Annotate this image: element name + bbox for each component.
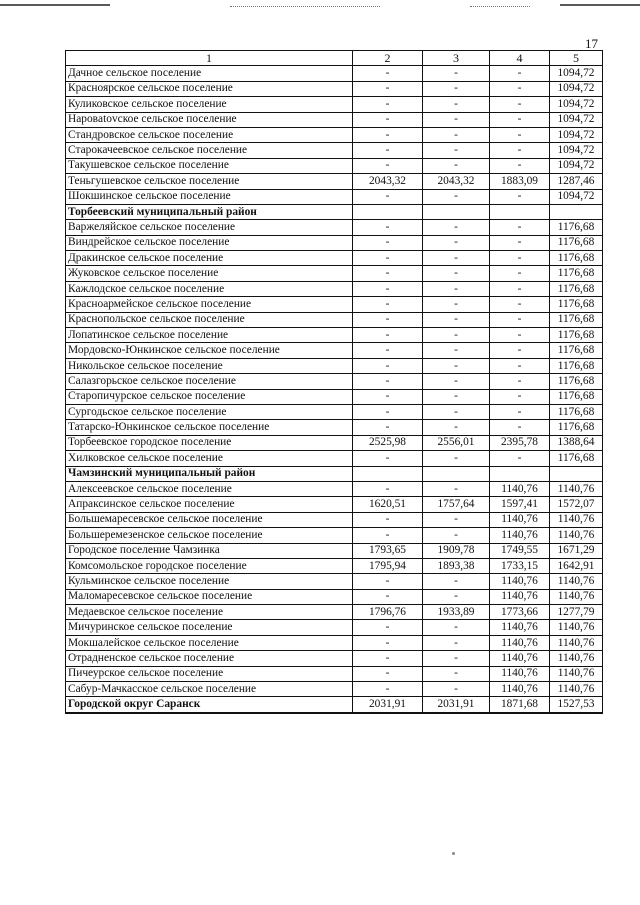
page-number: 17 (585, 36, 598, 51)
table-row (66, 435, 603, 450)
column-2-cell: - (353, 651, 423, 666)
column-4-cell: - (490, 343, 550, 358)
column-4-cell: - (490, 81, 550, 96)
table-row (66, 635, 603, 650)
column-3-cell: 2031,91 (423, 697, 490, 713)
column-4-cell: 1140,76 (490, 589, 550, 604)
column-3-cell: - (423, 481, 490, 496)
data-table (65, 50, 603, 714)
column-2-cell: - (353, 481, 423, 496)
scan-dots-right (470, 6, 530, 8)
settlement-name-cell: Жуковское сельское поселение (66, 266, 353, 281)
column-3-cell: 1909,78 (423, 543, 490, 558)
table-row (66, 281, 603, 296)
column-4-cell: - (490, 297, 550, 312)
table-row (66, 620, 603, 635)
column-2-cell: 1796,76 (353, 605, 423, 620)
settlement-name-cell: Татарско-Юнкинское сельское поселение (66, 420, 353, 435)
column-2-cell: - (353, 528, 423, 543)
table-row (66, 251, 603, 266)
column-2-cell: - (353, 420, 423, 435)
table-row (66, 158, 603, 173)
column-5-cell: 1176,68 (550, 404, 603, 419)
column-4-cell (490, 204, 550, 219)
column-5-cell: 1176,68 (550, 297, 603, 312)
table-row (66, 512, 603, 527)
table-row (66, 605, 603, 620)
column-4-cell: - (490, 220, 550, 235)
column-4-cell: 1140,76 (490, 635, 550, 650)
table-row (66, 528, 603, 543)
table-row (66, 66, 603, 81)
column-3-cell: - (423, 420, 490, 435)
header-row (66, 51, 603, 66)
settlement-name-cell: Медаевское сельское поселение (66, 605, 353, 620)
settlement-name-cell: Стандровское сельское поселение (66, 127, 353, 142)
column-5-cell: 1094,72 (550, 81, 603, 96)
settlement-name-cell: Красноярское сельское поселение (66, 81, 353, 96)
scan-dots-middle (230, 6, 380, 8)
column-4-cell: 1733,15 (490, 558, 550, 573)
column-2-cell: - (353, 682, 423, 697)
table-row (66, 266, 603, 281)
column-2-cell: 2525,98 (353, 435, 423, 450)
column-2-cell: - (353, 235, 423, 250)
column-4-cell: 1773,66 (490, 605, 550, 620)
table-row (66, 404, 603, 419)
table-row (66, 481, 603, 496)
table-row (66, 666, 603, 681)
column-3-cell: 1933,89 (423, 605, 490, 620)
column-3-cell: - (423, 127, 490, 142)
settlement-name-cell: Виндрейское сельское поселение (66, 235, 353, 250)
settlement-name-cell: Шокшинское сельское поселение (66, 189, 353, 204)
column-3-cell: - (423, 589, 490, 604)
column-2-cell: - (353, 620, 423, 635)
column-4-cell: - (490, 281, 550, 296)
column-3-cell: - (423, 574, 490, 589)
table-row (66, 174, 603, 189)
column-2-cell: - (353, 251, 423, 266)
column-4-cell: 1140,76 (490, 666, 550, 681)
settlement-name-cell: Пичеурское сельское поселение (66, 666, 353, 681)
column-4-cell: - (490, 112, 550, 127)
column-5-cell: 1176,68 (550, 420, 603, 435)
column-4-cell: - (490, 189, 550, 204)
column-5-cell: 1140,76 (550, 666, 603, 681)
column-3-cell: - (423, 451, 490, 466)
table-row (66, 312, 603, 327)
column-5-cell: 1140,76 (550, 528, 603, 543)
column-2-cell (353, 466, 423, 481)
column-header: 4 (490, 51, 550, 66)
settlement-name-cell: Старокачеевское сельское поселение (66, 143, 353, 158)
column-3-cell: - (423, 189, 490, 204)
column-4-cell: 1140,76 (490, 682, 550, 697)
column-2-cell: - (353, 343, 423, 358)
column-5-cell: 1176,68 (550, 235, 603, 250)
column-5-cell: 1140,76 (550, 512, 603, 527)
column-2-cell: - (353, 266, 423, 281)
column-5-cell: 1140,76 (550, 682, 603, 697)
settlement-name-cell: Сургодьское сельское поселение (66, 404, 353, 419)
column-2-cell: - (353, 451, 423, 466)
settlement-name-cell: Торбеевское городское поселение (66, 435, 353, 450)
settlement-name-cell: Апраксинское сельское поселение (66, 497, 353, 512)
column-4-cell: - (490, 389, 550, 404)
column-3-cell: - (423, 312, 490, 327)
settlement-name-cell: Салазгорьское сельское поселение (66, 374, 353, 389)
settlement-name-cell: Мордовско-Юнкинское сельское поселение (66, 343, 353, 358)
column-3-cell: - (423, 635, 490, 650)
column-4-cell: 1871,68 (490, 697, 550, 713)
column-5-cell: 1094,72 (550, 112, 603, 127)
table-row (66, 558, 603, 573)
column-5-cell: 1140,76 (550, 481, 603, 496)
column-3-cell: - (423, 143, 490, 158)
settlement-name-cell: Куликовское сельское поселение (66, 97, 353, 112)
settlement-name-cell: Варжеляйское сельское поселение (66, 220, 353, 235)
table-row (66, 374, 603, 389)
column-3-cell: - (423, 81, 490, 96)
column-2-cell: 1795,94 (353, 558, 423, 573)
column-4-cell: - (490, 158, 550, 173)
settlement-name-cell: Мичуринское сельское поселение (66, 620, 353, 635)
column-4-cell: 1749,55 (490, 543, 550, 558)
total-row (66, 697, 603, 713)
column-2-cell (353, 204, 423, 219)
column-2-cell: - (353, 312, 423, 327)
column-2-cell: - (353, 112, 423, 127)
column-5-cell: 1176,68 (550, 358, 603, 373)
column-2-cell: - (353, 97, 423, 112)
settlement-name-cell: Маломаресевское сельское поселение (66, 589, 353, 604)
column-4-cell: - (490, 251, 550, 266)
column-3-cell: - (423, 66, 490, 81)
column-3-cell: - (423, 158, 490, 173)
table-row (66, 112, 603, 127)
column-5-cell: 1671,29 (550, 543, 603, 558)
column-5-cell: 1140,76 (550, 620, 603, 635)
column-5-cell: 1094,72 (550, 189, 603, 204)
column-3-cell: - (423, 620, 490, 635)
table-row (66, 574, 603, 589)
settlement-name-cell: Кульминское сельское поселение (66, 574, 353, 589)
settlement-name-cell: Дачное сельское поселение (66, 66, 353, 81)
settlement-name-cell: Дракинское сельское поселение (66, 251, 353, 266)
column-5-cell: 1388,64 (550, 435, 603, 450)
column-4-cell: - (490, 266, 550, 281)
column-3-cell: - (423, 235, 490, 250)
table-row (66, 328, 603, 343)
column-3-cell: - (423, 666, 490, 681)
scan-streak-left (0, 4, 110, 6)
column-4-cell: - (490, 328, 550, 343)
column-4-cell: - (490, 66, 550, 81)
column-5-cell: 1140,76 (550, 574, 603, 589)
column-5-cell: 1176,68 (550, 312, 603, 327)
table-row (66, 543, 603, 558)
column-3-cell: - (423, 281, 490, 296)
column-5-cell: 1176,68 (550, 374, 603, 389)
table-row (66, 189, 603, 204)
column-2-cell: - (353, 297, 423, 312)
settlement-name-cell: Кажлодское сельское поселение (66, 281, 353, 296)
column-3-cell: - (423, 374, 490, 389)
table-row (66, 420, 603, 435)
column-3-cell: - (423, 682, 490, 697)
table-row (66, 81, 603, 96)
column-4-cell (490, 466, 550, 481)
table-row (66, 451, 603, 466)
settlement-name-cell: Большеремезенское сельское поселение (66, 528, 353, 543)
column-3-cell: - (423, 328, 490, 343)
column-2-cell: - (353, 404, 423, 419)
settlement-name-cell: Чамзинский муниципальный район (66, 466, 353, 481)
column-4-cell: 1140,76 (490, 528, 550, 543)
column-3-cell: 2556,01 (423, 435, 490, 450)
column-3-cell: 1757,64 (423, 497, 490, 512)
column-2-cell: - (353, 220, 423, 235)
column-3-cell: - (423, 651, 490, 666)
settlement-name-cell: Сабур-Мачкасское сельское поселение (66, 682, 353, 697)
settlement-name-cell: Краснопольское сельское поселение (66, 312, 353, 327)
table-row (66, 143, 603, 158)
scan-speck (452, 852, 455, 855)
table-row (66, 127, 603, 142)
group-header-row (66, 466, 603, 481)
column-2-cell: - (353, 358, 423, 373)
settlement-name-cell: Торбеевский муниципальный район (66, 204, 353, 219)
column-3-cell: - (423, 358, 490, 373)
column-3-cell: - (423, 112, 490, 127)
column-5-cell: 1094,72 (550, 127, 603, 142)
column-4-cell: 1140,76 (490, 574, 550, 589)
column-2-cell: - (353, 66, 423, 81)
scan-artifact-top (0, 0, 640, 12)
column-5-cell: 1176,68 (550, 328, 603, 343)
column-header: 5 (550, 51, 603, 66)
table-row (66, 343, 603, 358)
column-3-cell: - (423, 266, 490, 281)
table-row (66, 497, 603, 512)
column-4-cell: - (490, 420, 550, 435)
column-3-cell: - (423, 389, 490, 404)
column-4-cell: - (490, 143, 550, 158)
column-4-cell: - (490, 312, 550, 327)
column-header: 1 (66, 51, 353, 66)
table-body (66, 66, 603, 713)
column-5-cell: 1094,72 (550, 158, 603, 173)
column-3-cell: - (423, 220, 490, 235)
settlement-name-cell: Городской округ Саранск (66, 697, 353, 713)
settlement-name-cell: Отрадненское сельское поселение (66, 651, 353, 666)
column-3-cell: 2043,32 (423, 174, 490, 189)
column-2-cell: 1793,65 (353, 543, 423, 558)
column-4-cell: 2395,78 (490, 435, 550, 450)
column-4-cell: 1883,09 (490, 174, 550, 189)
column-3-cell: - (423, 297, 490, 312)
column-header: 3 (423, 51, 490, 66)
table-row (66, 389, 603, 404)
column-2-cell: - (353, 574, 423, 589)
column-3-cell: - (423, 251, 490, 266)
column-5-cell: 1176,68 (550, 251, 603, 266)
column-5-cell: 1176,68 (550, 266, 603, 281)
column-5-cell: 1287,46 (550, 174, 603, 189)
column-5-cell: 1176,68 (550, 343, 603, 358)
column-5-cell: 1140,76 (550, 635, 603, 650)
column-3-cell (423, 204, 490, 219)
table-row (66, 651, 603, 666)
column-5-cell: 1094,72 (550, 66, 603, 81)
column-header: 2 (353, 51, 423, 66)
column-5-cell: 1527,53 (550, 697, 603, 713)
settlement-name-cell: Мокшалейское сельское поселение (66, 635, 353, 650)
column-5-cell: 1642,91 (550, 558, 603, 573)
column-5-cell: 1277,79 (550, 605, 603, 620)
column-2-cell: - (353, 635, 423, 650)
column-5-cell: 1572,07 (550, 497, 603, 512)
column-4-cell: - (490, 127, 550, 142)
settlement-name-cell: Лопатинское сельское поселение (66, 328, 353, 343)
column-2-cell: - (353, 374, 423, 389)
column-2-cell: - (353, 512, 423, 527)
column-5-cell: 1140,76 (550, 651, 603, 666)
column-4-cell: 1140,76 (490, 620, 550, 635)
column-2-cell: - (353, 666, 423, 681)
column-5-cell: 1094,72 (550, 97, 603, 112)
table-row (66, 220, 603, 235)
group-header-row (66, 204, 603, 219)
column-3-cell: - (423, 343, 490, 358)
column-5-cell: 1176,68 (550, 281, 603, 296)
column-5-cell: 1140,76 (550, 589, 603, 604)
column-2-cell: 2031,91 (353, 697, 423, 713)
settlement-name-cell: Большемаресевское сельское поселение (66, 512, 353, 527)
column-3-cell (423, 466, 490, 481)
column-2-cell: - (353, 281, 423, 296)
settlement-name-cell: Старопичурское сельское поселение (66, 389, 353, 404)
table-row (66, 97, 603, 112)
column-2-cell: - (353, 158, 423, 173)
settlement-name-cell: Такушевское сельское поселение (66, 158, 353, 173)
settlement-name-cell: Красноармейское сельское поселение (66, 297, 353, 312)
column-4-cell: - (490, 451, 550, 466)
settlement-name-cell: Теньгушевское сельское поселение (66, 174, 353, 189)
column-5-cell: 1176,68 (550, 220, 603, 235)
table-row (66, 297, 603, 312)
settlement-name-cell: Никольское сельское поселение (66, 358, 353, 373)
settlement-name-cell: Хилковское сельское поселение (66, 451, 353, 466)
column-4-cell: - (490, 235, 550, 250)
column-2-cell: - (353, 143, 423, 158)
column-2-cell: - (353, 328, 423, 343)
settlement-name-cell: Городское поселение Чамзинка (66, 543, 353, 558)
column-4-cell: 1140,76 (490, 481, 550, 496)
column-3-cell: - (423, 512, 490, 527)
column-5-cell: 1176,68 (550, 389, 603, 404)
settlement-name-cell: Алексеевское сельское поселение (66, 481, 353, 496)
column-2-cell: - (353, 589, 423, 604)
column-5-cell: 1094,72 (550, 143, 603, 158)
column-2-cell: - (353, 127, 423, 142)
scan-streak-right (560, 4, 640, 6)
column-4-cell: - (490, 374, 550, 389)
table-row (66, 358, 603, 373)
column-3-cell: - (423, 97, 490, 112)
table-row (66, 235, 603, 250)
column-3-cell: - (423, 404, 490, 419)
table-row (66, 589, 603, 604)
column-2-cell: 2043,32 (353, 174, 423, 189)
column-4-cell: 1140,76 (490, 512, 550, 527)
column-5-cell (550, 466, 603, 481)
column-5-cell (550, 204, 603, 219)
column-5-cell: 1176,68 (550, 451, 603, 466)
column-3-cell: - (423, 528, 490, 543)
column-2-cell: - (353, 389, 423, 404)
column-4-cell: 1597,41 (490, 497, 550, 512)
column-2-cell: 1620,51 (353, 497, 423, 512)
column-4-cell: - (490, 404, 550, 419)
column-2-cell: - (353, 189, 423, 204)
column-3-cell: 1893,38 (423, 558, 490, 573)
column-4-cell: 1140,76 (490, 651, 550, 666)
settlement-name-cell: Комсомольское городское поселение (66, 558, 353, 573)
column-4-cell: - (490, 358, 550, 373)
settlement-name-cell: Наровatovское сельское поселение (66, 112, 353, 127)
column-4-cell: - (490, 97, 550, 112)
table-row (66, 682, 603, 697)
column-2-cell: - (353, 81, 423, 96)
